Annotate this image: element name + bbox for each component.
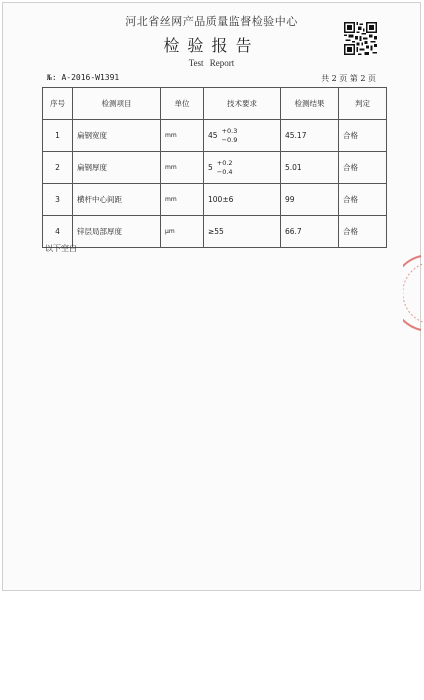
header-verdict: 判定 [339, 88, 387, 120]
table-header-row [43, 88, 387, 120]
cell-requirement [204, 152, 281, 184]
header-index: 序号 [43, 88, 73, 120]
cell-index: 2 [43, 152, 73, 184]
cell-index: 3 [43, 184, 73, 216]
tolerance-base: 5 [208, 163, 213, 172]
report-number: №: A-2016-W1391 [47, 73, 120, 82]
cell-unit: μm [161, 216, 204, 248]
cell-verdict: 合格 [339, 216, 387, 248]
cell-index: 1 [43, 120, 73, 152]
tolerance-base: 45 [208, 131, 218, 140]
tolerance-limits [222, 127, 238, 145]
blank-below-note: 以下空白 [45, 244, 77, 253]
cell-result: 5.01 [281, 152, 339, 184]
cell-verdict: 合格 [339, 152, 387, 184]
cell-item: 扁钢厚度 [73, 152, 161, 184]
cell-unit: mm [161, 120, 204, 152]
header-requirement: 技术要求 [204, 88, 281, 120]
cell-item: 横杆中心间距 [73, 184, 161, 216]
cell-result: 45.17 [281, 120, 339, 152]
cell-index: 4 [43, 216, 73, 248]
page-count: 共 2 页 第 2 页 [321, 74, 376, 83]
cell-requirement [204, 120, 281, 152]
cell-item: 扁钢宽度 [73, 120, 161, 152]
table-row [43, 216, 387, 248]
cell-verdict: 合格 [339, 120, 387, 152]
tolerance [208, 127, 237, 145]
tolerance-minus: −0.9 [221, 135, 238, 144]
tolerance-plus: +0.2 [216, 158, 233, 167]
institution-name: 河北省丝网产品质量监督检验中心 [125, 15, 298, 28]
cell-result: 66.7 [281, 216, 339, 248]
cell-unit: mm [161, 152, 204, 184]
report-title: 检验报告 [163, 36, 260, 55]
official-seal-stamp [403, 253, 424, 333]
table-row [43, 120, 387, 152]
inspection-results-table [42, 87, 387, 248]
cell-result: 99 [281, 184, 339, 216]
header-result: 检测结果 [281, 88, 339, 120]
qr-code-icon [344, 22, 377, 55]
cell-unit: mm [161, 184, 204, 216]
cell-verdict: 合格 [339, 184, 387, 216]
tolerance-plus: +0.3 [221, 126, 238, 135]
cell-requirement: ≥55 [204, 216, 281, 248]
header-unit: 单位 [161, 88, 204, 120]
cell-item: 锌层局部厚度 [73, 216, 161, 248]
table-row [43, 152, 387, 184]
tolerance-limits [217, 159, 233, 177]
report-sheet [2, 2, 421, 591]
tolerance [208, 159, 233, 177]
report-subtitle: Test Report [188, 58, 235, 68]
tolerance-minus: −0.4 [216, 167, 233, 176]
header-item: 检测项目 [73, 88, 161, 120]
table-row [43, 184, 387, 216]
cell-requirement: 100±6 [204, 184, 281, 216]
